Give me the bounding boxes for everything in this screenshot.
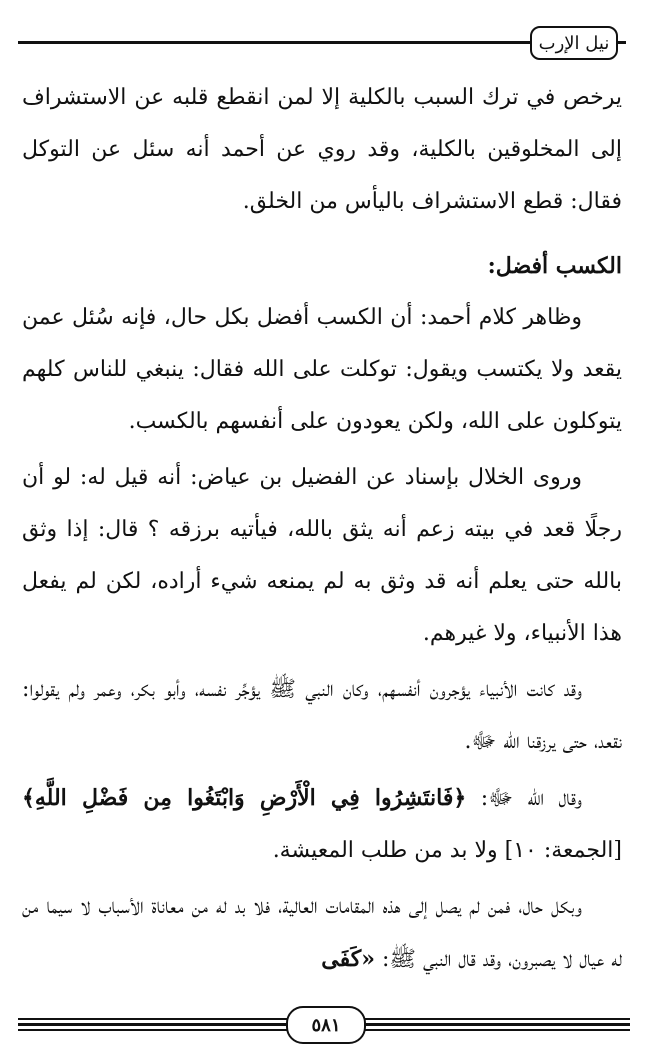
paragraph-quran-verse xyxy=(22,772,622,877)
running-title: نيل الإرب xyxy=(530,26,618,60)
page-header xyxy=(18,26,626,62)
paragraph-khallal: وروى الخلال بإسناد عن الفضيل بن عياض: أنه قيل له: لو أن رجلًا قعد في بيته زعم أنه يثق بالله، فيأتيه برزقه ؟ قال: إذا وثق بالله حتى يعلم أنه قد وثق به لم يمنعه شيء أراده، لكن لم يفعل هذا الأنبياء، ولا غيرهم. xyxy=(22,465,622,646)
page-footer xyxy=(18,1006,630,1040)
paragraph-kasb: وظاهر كلام أحمد: أن الكسب أفضل بكل حال، فإنه سُئل عمن يقعد ولا يكتسب ويقول: توكلت على الله فقال: ينبغي للناس كلهم يتوكلون على الله، ولكن يعودون على أنفسهم بالكسب. xyxy=(22,305,622,434)
paragraph-prophets: وقد كانت الأنبياء يؤجرون أنفسهم، وكان النبي ﷺ يؤجِّر نفسه، وأبو بكر، وعمر ولم يقولوا: نقعد، حتى يرزقنا الله ﷻ. xyxy=(22,677,622,754)
hadith-start: «كَفَى xyxy=(321,946,375,972)
paragraph-continuation: يرخص في ترك السبب بالكلية إلا لمن انقطع قلبه عن الاستشراف إلى المخلوقين بالكلية، وقد روي عن أحمد أنه سئل عن التوكل فقال: قطع الاستشراف باليأس من الخلق. xyxy=(22,85,622,214)
verse-reference: [الجمعة: ١٠] ولا بد من طلب المعيشة. xyxy=(272,838,622,863)
header-rule xyxy=(18,41,530,44)
verse-intro: وقال الله ﷻ: xyxy=(466,786,582,811)
header-rule-end xyxy=(618,41,626,44)
page-body xyxy=(22,72,622,986)
paragraph-conclusion xyxy=(22,881,622,986)
section-heading: الكسب أفضل: xyxy=(487,253,622,279)
conclusion-text: وبكل حال، فمن لم يصل إلى هذه المقامات العالية، فلا بد له من معاناة الأسباب لا سيما من له عيال لا يصبرون، وقد قال النبي ﷺ: xyxy=(22,894,622,972)
quran-verse: ﴿فَانتَشِرُوا فِي الْأَرْضِ وَابْتَغُوا مِن فَضْلِ اللَّهِ﴾ xyxy=(22,785,467,811)
page-number: ٥٨١ xyxy=(286,1006,366,1044)
